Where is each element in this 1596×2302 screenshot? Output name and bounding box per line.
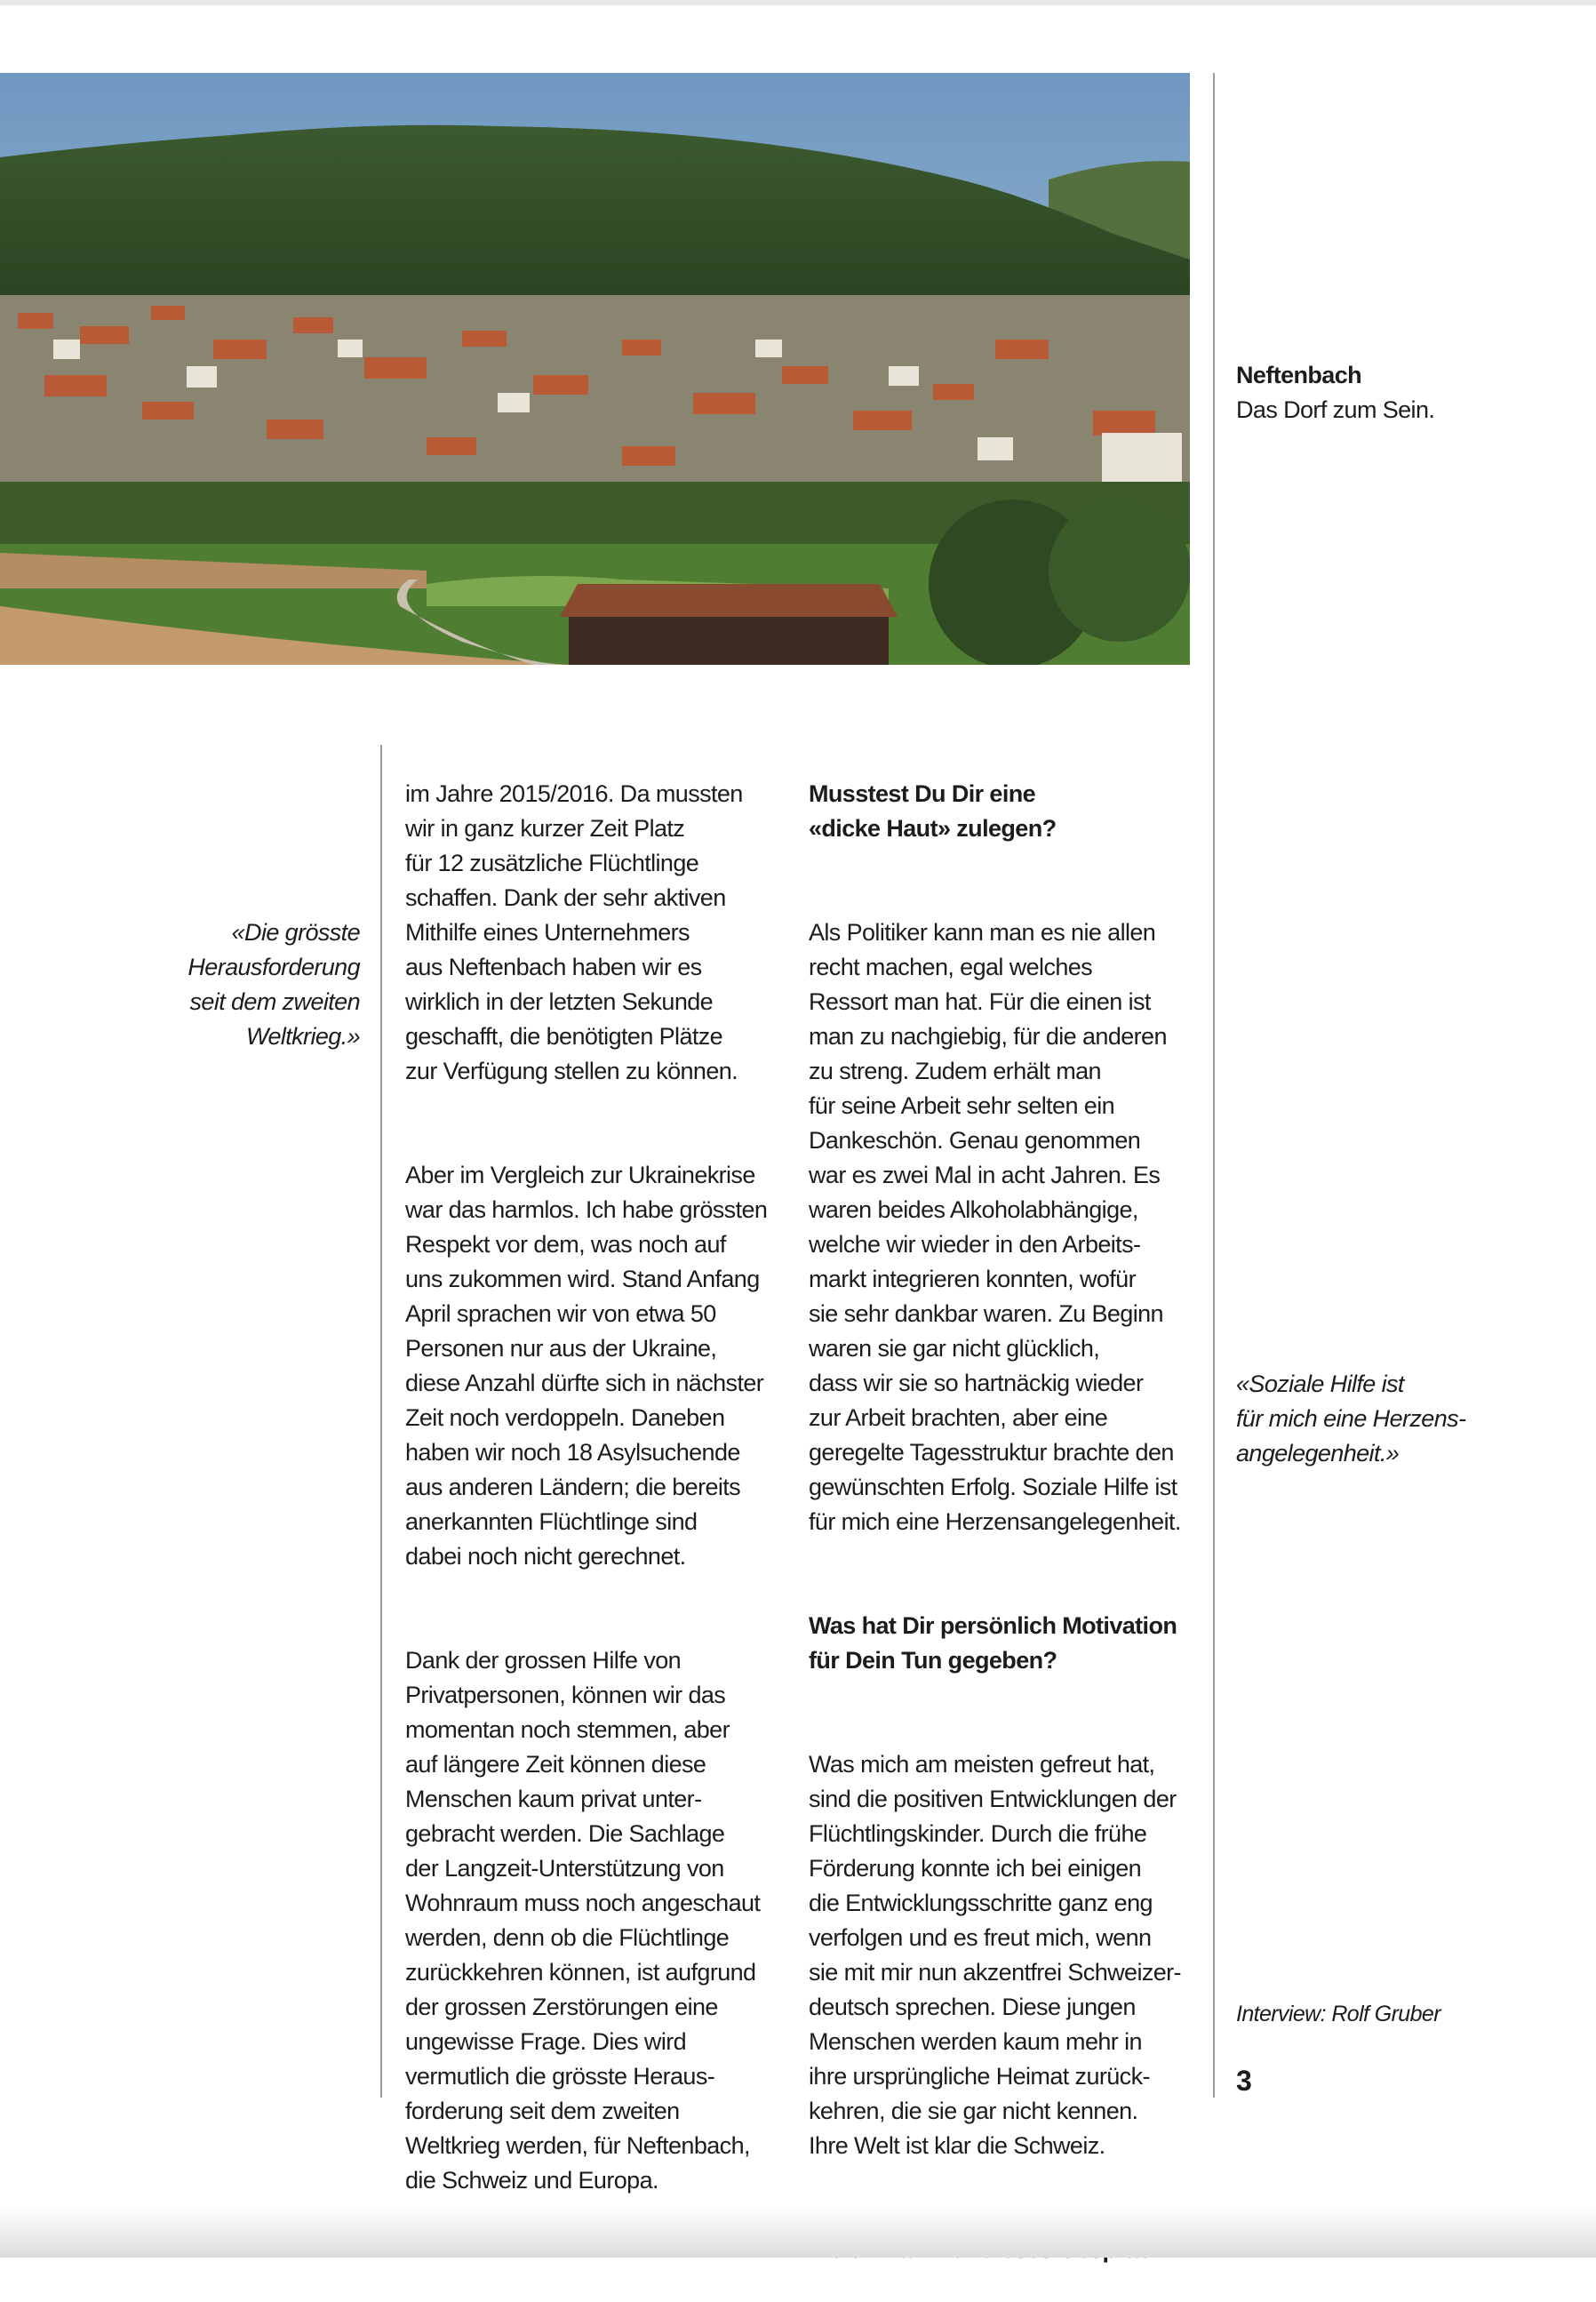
pull-quote-right: «Soziale Hilfe ist für mich eine Herzens- angelegenheit.» xyxy=(1236,1371,1466,1467)
village-photo-drawing xyxy=(0,73,1190,665)
paragraph: Aber im Vergleich zur Ukrainekrise war das harmlos. Ich habe grössten Respekt vor dem, was noch auf uns zukommen wird. Stand Anfang April sprachen wir von etwa 50 Personen nur aus der Ukraine, diese Anzahl dürfte sich in nächster Zeit noch verdoppeln. Daneben haben wir noch 18 Asylsuchende aus anderen Ländern; die bereits anerkannten Flüchtlinge sind dabei noch nicht gerechnet. xyxy=(405,1162,768,1570)
paragraph: Was mich am meisten gefreut hat, sind die positiven Entwicklungen der Flüchtlingskinder. Durch die frühe Förderung konnte ich bei einigen die Entwicklungsschritte ganz eng verfolgen und es freut mich, wenn sie mit mir nun akzentfrei Schweizer- deutsch sprechen. Diese jungen Menschen werden kaum mehr in ihre ursprüngliche Heimat zurück- kehren, die sie gar nicht kennen. Ihre Welt ist klar die Schweiz. xyxy=(809,1751,1181,2159)
interview-credit: Interview: Rolf Gruber xyxy=(1236,2002,1440,2026)
page-bottom-shadow xyxy=(0,2204,1596,2258)
paragraph: Dank der grossen Hilfe von Privatpersonen, können wir das momentan noch stemmen, aber auf längere Zeit können diese Menschen kaum privat unter- gebracht werden. Die Sachlage der Langzeit-Unterstützung von Wohnraum muss noch angeschaut werden, denn ob die Flüchtlinge zurückkehren können, ist aufgrund der grossen Zerstörungen eine ungewisse Frage. Dies wird vermutlich die grösste Heraus- forderung seit dem zweiten Weltkrieg werden, für Neftenbach, die Schweiz und Europa. xyxy=(405,1647,761,2194)
vertical-rule-left xyxy=(380,745,382,2098)
paragraph: Als Politiker kann man es nie allen recht machen, egal welches Ressort man hat. Für die einen ist man zu nachgiebig, für die anderen zu streng. Zudem erhält man für seine Arbeit sehr selten ein Dankeschön. Genau genommen war es zwei Mal in acht Jahren. Es waren beides Alkoholabhängige, welche wir wieder in den Arbeits- markt integrieren konnten, wofür sie sehr dankbar waren. Zu Beginn waren sie gar nicht glücklich, dass wir sie so hartnäckig wieder zur Arbeit brachten, aber eine geregelte Tagesstruktur brachte den gewünschten Erfolg. Soziale Hilfe ist für mich eine Herzensangelegenheit. xyxy=(809,919,1181,1535)
pull-quote-left: «Die grösste Herausforderung seit dem zweiten Weltkrieg.» xyxy=(188,919,360,1050)
vertical-rule-right xyxy=(1213,73,1215,2098)
caption-subtitle: Das Dorf zum Sein. xyxy=(1236,396,1435,423)
article-column-right xyxy=(809,742,1200,2302)
photo-caption xyxy=(1236,358,1574,428)
paragraph: im Jahre 2015/2016. Da mussten wir in ganz kurzer Zeit Platz für 12 zusätzliche Flüchtlinge schaffen. Dank der sehr aktiven Mithilfe eines Unternehmers aus Neftenbach haben wir es wirklich in der letzten Sekunde geschafft, die benötigten Plätze zur Verfügung stellen zu können. xyxy=(405,780,743,1084)
page-number: 3 xyxy=(1236,2065,1252,2097)
article-column-left xyxy=(405,742,796,2233)
interview-question: Musstest Du Dir eine «dicke Haut» zulegen? xyxy=(809,780,1057,842)
caption-title: Neftenbach xyxy=(1236,362,1362,388)
interview-question: Was hat Dir persönlich Motivation für Dein Tun gegeben? xyxy=(809,1612,1177,1674)
village-landscape-photo xyxy=(0,73,1190,665)
page-top-edge xyxy=(0,0,1596,5)
